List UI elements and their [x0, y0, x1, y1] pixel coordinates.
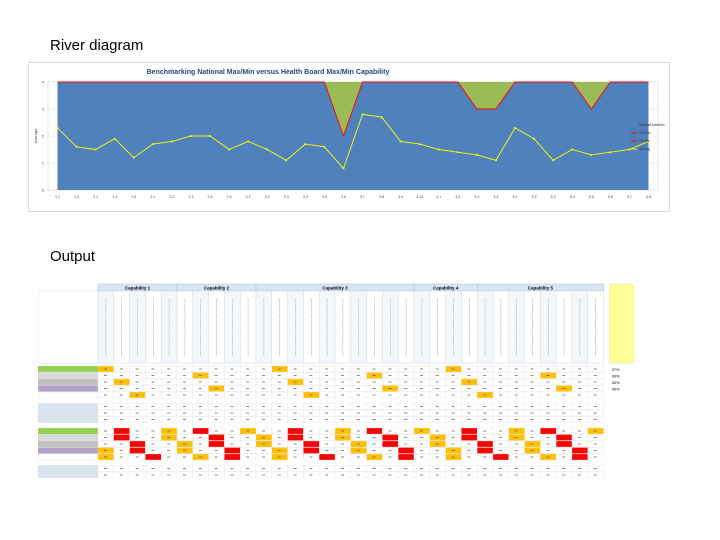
x-tick-label: 4.1: [436, 195, 442, 199]
x-tick-label: 4.3: [474, 195, 480, 199]
hb-avg-point: [533, 138, 535, 140]
row-header: [38, 454, 98, 460]
capability-header: Capability 5: [527, 285, 554, 291]
x-tick-label: 5.3: [550, 195, 556, 199]
hb-avg-point: [342, 167, 344, 169]
row-header: [38, 441, 98, 447]
hb-avg-point: [266, 149, 268, 151]
capability-header: Capability 1: [124, 285, 151, 291]
x-tick-label: 5.7: [626, 195, 632, 199]
hb-avg-point: [209, 135, 211, 137]
hb-avg-point: [457, 151, 459, 153]
x-tick-label: 3.4: [302, 195, 308, 199]
x-tick-label: 3.2: [264, 195, 270, 199]
output-heading: Output: [50, 248, 96, 265]
row-header: [38, 448, 98, 454]
capability-header: Capability 3: [322, 285, 348, 291]
hb-avg-point: [228, 149, 230, 151]
row-header-block: [38, 291, 98, 363]
river-chart: [28, 62, 670, 212]
y-tick-label: 3: [41, 106, 44, 112]
row-header: [38, 379, 98, 385]
x-tick-label: 2.4: [207, 195, 213, 199]
output-table: [38, 278, 668, 478]
row-header: [38, 386, 98, 392]
hb-avg-point: [323, 146, 325, 148]
row-header: [38, 410, 98, 416]
legend-label: HB Min: [639, 139, 650, 143]
hb-avg-point: [247, 140, 249, 142]
x-tick-label: 2.2: [169, 195, 175, 199]
x-tick-label: 5.6: [607, 195, 613, 199]
x-tick-label: 3.9: [398, 195, 404, 199]
hb-avg-point: [57, 127, 59, 129]
x-tick-label: 1.1: [55, 195, 61, 199]
x-tick-label: 1.4: [112, 195, 118, 199]
capability-header: Capability 2: [203, 285, 230, 291]
y-tick-label: 2: [41, 133, 44, 139]
x-tick-label: 5.1: [512, 195, 518, 199]
hb-avg-point: [476, 154, 478, 156]
hb-avg-point: [133, 157, 135, 159]
x-tick-label: 5.2: [531, 195, 537, 199]
y-tick-label: 0: [41, 187, 44, 193]
x-tick-label: 1.5: [131, 195, 137, 199]
row-header: [38, 417, 98, 423]
hb-avg-point: [514, 127, 516, 129]
hb-avg-point: [190, 135, 192, 137]
x-tick-label: 3.1: [245, 195, 251, 199]
river-diagram-heading: River diagram: [50, 37, 144, 54]
x-tick-label: 5.5: [588, 195, 594, 199]
hb-avg-point: [419, 143, 421, 145]
x-tick-label: 3.6: [340, 195, 346, 199]
chart-title: Benchmarking National Max/Min versus Health Board Max/Min Capability: [146, 69, 390, 76]
y-tick-label: 4: [41, 79, 44, 85]
hb-avg-point: [400, 140, 402, 142]
x-tick-label: 2.3: [188, 195, 194, 199]
x-tick-label: 2.1: [150, 195, 156, 199]
y-tick-label: 1: [41, 160, 44, 166]
y-axis-label: Average: [33, 128, 38, 144]
hb-avg-point: [571, 149, 573, 151]
x-tick-label: 3.5: [321, 195, 327, 199]
x-tick-label: 3.10: [416, 195, 424, 199]
hb-avg-point: [438, 149, 440, 151]
x-tick-label: 2.5: [226, 195, 232, 199]
hb-avg-point: [114, 138, 116, 140]
x-tick-label: 4.2: [455, 195, 461, 199]
hb-avg-point: [304, 143, 306, 145]
x-tick-label: 5.8: [645, 195, 651, 199]
hb-avg-point: [628, 149, 630, 151]
row-header: [38, 472, 98, 478]
hb-avg-point: [171, 140, 173, 142]
hb-avg-point: [285, 159, 287, 161]
x-tick-label: 3.3: [283, 195, 289, 199]
legend-label: HB Max: [639, 131, 651, 135]
x-tick-label: 1.2: [74, 195, 80, 199]
hb-avg-point: [152, 143, 154, 145]
coverage-value: 37%: [611, 367, 620, 372]
coverage-header: [610, 284, 634, 363]
hb-avg-point: [552, 159, 554, 161]
row-header: [38, 428, 98, 434]
legend-swatch: [631, 123, 637, 127]
row-header: [38, 373, 98, 379]
x-tick-label: 5.4: [569, 195, 575, 199]
hb-avg-point: [609, 151, 611, 153]
hb-avg-point: [381, 116, 383, 118]
row-header: [38, 404, 98, 410]
coverage-value: 30%: [611, 386, 620, 392]
hb-avg-point: [495, 159, 497, 161]
x-tick-label: 3.8: [379, 195, 385, 199]
capability-header: Capability 4: [432, 285, 459, 291]
x-tick-label: 4.4: [493, 195, 499, 199]
row-header: [38, 466, 98, 472]
legend-label: National Max/Min: [639, 123, 665, 127]
x-tick-label: 3.7: [360, 195, 366, 199]
row-header: [38, 366, 98, 372]
hb-avg-point: [95, 149, 97, 151]
row-header: [38, 392, 98, 398]
hb-avg-point: [590, 154, 592, 156]
hb-avg-point: [76, 146, 78, 148]
coverage-value: 30%: [611, 380, 620, 385]
row-header: [38, 435, 98, 441]
legend-label: HB Avg: [639, 147, 650, 151]
x-tick-label: 1.3: [93, 195, 99, 199]
coverage-value: 30%: [611, 373, 620, 379]
hb-avg-point: [362, 113, 364, 115]
